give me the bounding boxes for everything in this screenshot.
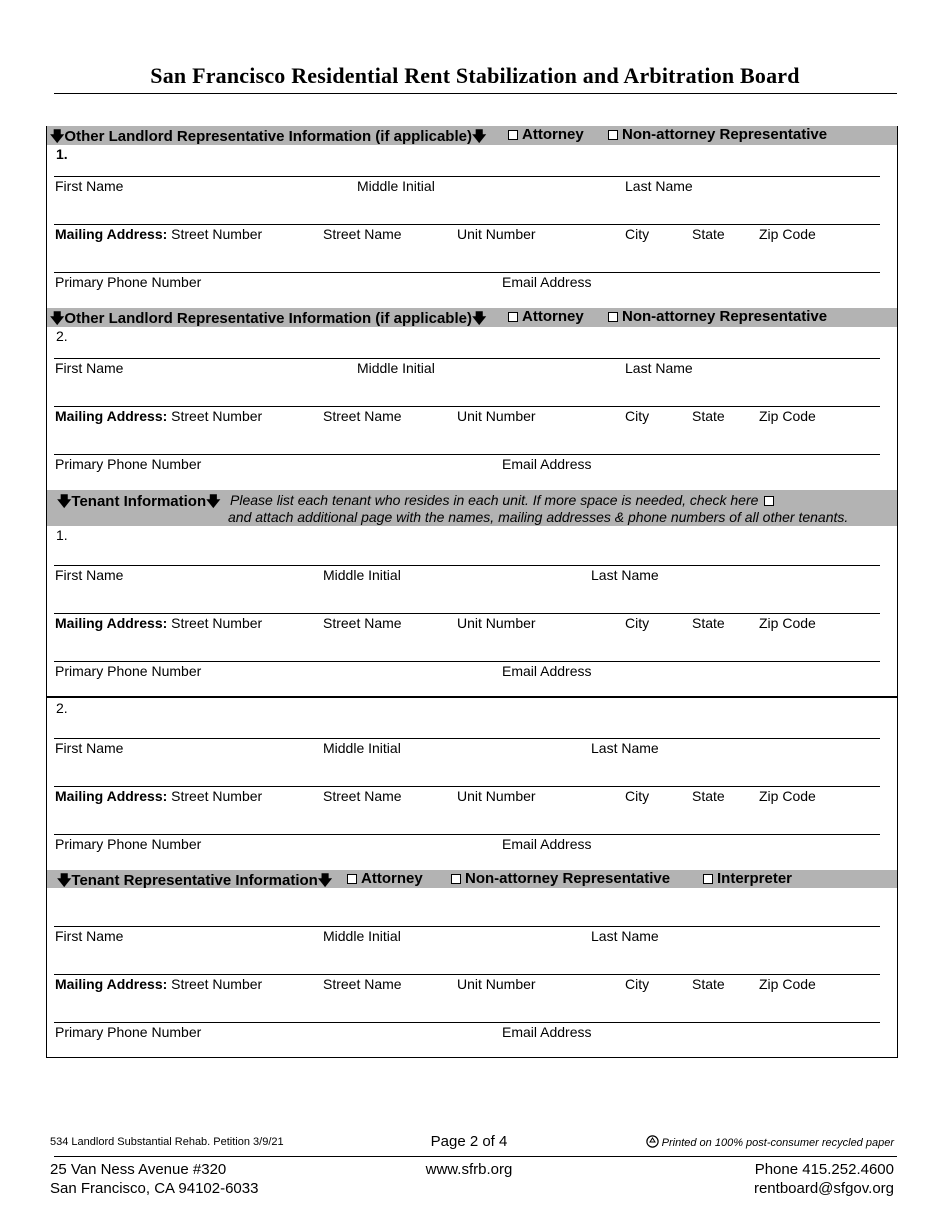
unit-number-label: Unit Number xyxy=(457,226,536,242)
phone-label: Primary Phone Number xyxy=(55,274,202,290)
email-label: Email Address xyxy=(502,456,592,472)
checkbox-icon[interactable] xyxy=(508,130,518,140)
phone-label: Primary Phone Number xyxy=(55,456,202,472)
page-title: San Francisco Residential Rent Stabilization and Arbitration Board xyxy=(150,63,800,88)
contact-line[interactable] xyxy=(54,1022,880,1023)
name-line[interactable] xyxy=(54,176,880,177)
landlord-rep-heading: Other Landlord Representative Information (if applicable) xyxy=(64,128,472,145)
address-line[interactable] xyxy=(54,974,880,975)
city-label: City xyxy=(625,226,650,242)
city-label: City xyxy=(625,615,650,631)
street-number-label: Mailing Address: Street Number xyxy=(55,615,263,631)
name-line[interactable] xyxy=(54,565,880,566)
first-name-label: First Name xyxy=(55,928,124,944)
zip-code-label: Zip Code xyxy=(759,226,816,242)
state-label: State xyxy=(692,615,725,631)
email-label: Email Address xyxy=(502,274,592,290)
tenant-note-line1: Please list each tenant who resides in each unit. If more space is needed, check here xyxy=(230,492,778,508)
non-attorney-option[interactable]: Non-attorney Representative xyxy=(608,126,827,143)
email-label: Email Address xyxy=(502,836,592,852)
middle-initial-label: Middle Initial xyxy=(357,360,435,376)
first-name-label: First Name xyxy=(55,360,124,376)
attorney-option[interactable]: Attorney xyxy=(347,870,423,887)
state-label: State xyxy=(692,408,725,424)
zip-code-label: Zip Code xyxy=(759,788,816,804)
email-label: Email Address xyxy=(502,1024,592,1040)
street-name-label: Street Name xyxy=(323,788,402,804)
unit-number-label: Unit Number xyxy=(457,976,536,992)
state-label: State xyxy=(692,788,725,804)
name-line[interactable] xyxy=(54,358,880,359)
landlord-rep-header-2 xyxy=(47,308,897,327)
last-name-label: Last Name xyxy=(591,567,659,583)
phone-label: Primary Phone Number xyxy=(55,836,202,852)
recycle-icon xyxy=(646,1135,659,1148)
name-line[interactable] xyxy=(54,926,880,927)
down-arrow-icon: 🡇 xyxy=(471,310,487,326)
down-arrow-icon: 🡇 xyxy=(317,872,333,888)
unit-number-label: Unit Number xyxy=(457,615,536,631)
zip-code-label: Zip Code xyxy=(759,976,816,992)
email-label: Email Address xyxy=(502,663,592,679)
form-frame xyxy=(46,126,898,1058)
address-line[interactable] xyxy=(54,613,880,614)
entry-number: 1. xyxy=(56,527,68,543)
first-name-label: First Name xyxy=(55,567,124,583)
phone-label: Primary Phone Number xyxy=(55,663,202,679)
unit-number-label: Unit Number xyxy=(457,408,536,424)
checkbox-icon[interactable] xyxy=(608,312,618,322)
checkbox-icon[interactable] xyxy=(764,496,774,506)
street-name-label: Street Name xyxy=(323,976,402,992)
contact-line[interactable] xyxy=(54,454,880,455)
entry-number: 2. xyxy=(56,328,68,344)
title-rule xyxy=(54,93,897,94)
last-name-label: Last Name xyxy=(625,178,693,194)
city-label: City xyxy=(625,408,650,424)
street-number-label: Mailing Address: Street Number xyxy=(55,408,263,424)
landlord-rep-heading: Other Landlord Representative Information (if applicable) xyxy=(64,310,472,327)
footer-email[interactable]: rentboard@sfgov.org xyxy=(753,1180,894,1197)
footer-website[interactable]: www.sfrb.org xyxy=(425,1161,513,1178)
down-arrow-icon: 🡇 xyxy=(471,128,487,144)
state-label: State xyxy=(692,226,725,242)
entry-number: 1. xyxy=(56,146,68,162)
down-arrow-icon: 🡇 xyxy=(206,493,221,509)
middle-initial-label: Middle Initial xyxy=(357,178,435,194)
phone-label: Primary Phone Number xyxy=(55,1024,202,1040)
down-arrow-icon: 🡇 xyxy=(50,310,65,326)
tenant-info-header xyxy=(47,490,897,526)
middle-initial-label: Middle Initial xyxy=(323,567,401,583)
middle-initial-label: Middle Initial xyxy=(323,928,401,944)
tenant-heading: Tenant Information xyxy=(71,493,207,510)
street-name-label: Street Name xyxy=(323,615,402,631)
footer-address-line2: San Francisco, CA 94102-6033 xyxy=(50,1180,259,1197)
last-name-label: Last Name xyxy=(591,928,659,944)
checkbox-icon[interactable] xyxy=(347,874,357,884)
non-attorney-option[interactable]: Non-attorney Representative xyxy=(608,308,827,325)
street-number-label: Mailing Address: Street Number xyxy=(55,226,263,242)
address-line[interactable] xyxy=(54,224,880,225)
page-number: Page 2 of 4 xyxy=(430,1133,508,1150)
down-arrow-icon: 🡇 xyxy=(57,493,72,509)
zip-code-label: Zip Code xyxy=(759,615,816,631)
down-arrow-icon: 🡇 xyxy=(57,872,72,888)
city-label: City xyxy=(625,788,650,804)
last-name-label: Last Name xyxy=(625,360,693,376)
section-divider xyxy=(47,696,898,698)
checkbox-icon[interactable] xyxy=(608,130,618,140)
street-number-label: Mailing Address: Street Number xyxy=(55,788,263,804)
interpreter-option[interactable]: Interpreter xyxy=(703,870,792,887)
landlord-rep-header-1 xyxy=(47,126,897,145)
street-name-label: Street Name xyxy=(323,408,402,424)
tenant-rep-heading: Tenant Representative Information xyxy=(71,872,318,889)
zip-code-label: Zip Code xyxy=(759,408,816,424)
tenant-note-line2: and attach additional page with the names, mailing addresses & phone numbers of all other tenants. xyxy=(228,509,849,525)
recycled-note: Printed on 100% post-consumer recycled paper xyxy=(646,1135,894,1149)
first-name-label: First Name xyxy=(55,178,124,194)
non-attorney-option[interactable]: Non-attorney Representative xyxy=(451,870,670,887)
contact-line[interactable] xyxy=(54,834,880,835)
name-line[interactable] xyxy=(54,738,880,739)
form-id: 534 Landlord Substantial Rehab. Petition 3/9/21 xyxy=(50,1136,284,1148)
address-line[interactable] xyxy=(54,786,880,787)
entry-number: 2. xyxy=(56,700,68,716)
attorney-option[interactable]: Attorney xyxy=(508,308,584,325)
footer-phone: Phone 415.252.4600 xyxy=(754,1161,894,1178)
street-number-label: Mailing Address: Street Number xyxy=(55,976,263,992)
state-label: State xyxy=(692,976,725,992)
first-name-label: First Name xyxy=(55,740,124,756)
checkbox-icon[interactable] xyxy=(451,874,461,884)
down-arrow-icon: 🡇 xyxy=(50,128,65,144)
footer-rule xyxy=(54,1156,897,1157)
last-name-label: Last Name xyxy=(591,740,659,756)
contact-line[interactable] xyxy=(54,661,880,662)
street-name-label: Street Name xyxy=(323,226,402,242)
tenant-rep-header xyxy=(47,870,897,888)
checkbox-icon[interactable] xyxy=(703,874,713,884)
unit-number-label: Unit Number xyxy=(457,788,536,804)
city-label: City xyxy=(625,976,650,992)
footer-address-line1: 25 Van Ness Avenue #320 xyxy=(50,1161,227,1178)
checkbox-icon[interactable] xyxy=(508,312,518,322)
attorney-option[interactable]: Attorney xyxy=(508,126,584,143)
address-line[interactable] xyxy=(54,406,880,407)
middle-initial-label: Middle Initial xyxy=(323,740,401,756)
contact-line[interactable] xyxy=(54,272,880,273)
